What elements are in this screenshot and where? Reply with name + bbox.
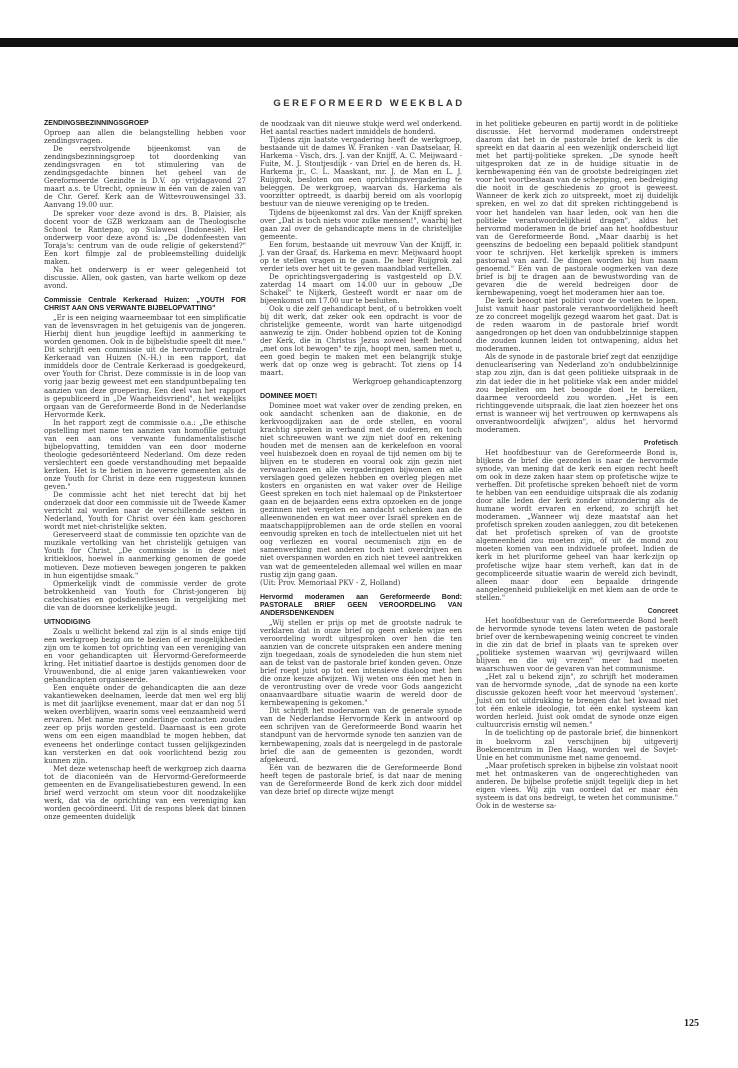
- paragraph: Als de synode in de pastorale brief zegt dat eenzijdige denuclearisering van Nederland zo'n ondubbelzinnige stap zou zijn, dan is dat geen politieke uitspraak in de zin dat ieder die in het politieke vlak een ander middel zou bepleiten om het beoogde doel te bereiken, daarmee veroordeeld zou worden. „Het is een richtinggevende uitspraak, die laat zien hoezeer het ons ernst is wanneer wij het vertrouwen op kernwapens als onverantwoordelijk afwijzen", aldus het hervormd moderamen.: [476, 353, 678, 434]
- heading-dominee-moet: DOMINEE MOET!: [260, 392, 318, 400]
- paragraph: Het hoofdbestuur van de Gereformeerde Bond heeft de hervormde synode tevens laten weten de pastorale brief over de kernbewapening weinig concreet te vinden in die zin dat de brief in plaats van te spreken over „politieke systemen waarvan wij gevrijwaard willen blijven en die wij vrezen" meer had moeten waarschuwen voor de gevaren van het communisme.: [476, 616, 678, 674]
- heading-youth-for-christ: Commissie Centrale Kerkeraad Huizen: „YOUTH FOR CHRIST AAN ONS VERWANTE BIJBELOPVATTING": [44, 296, 246, 313]
- paragraph: Tijdens zijn laatste vergadering heeft de werkgroep, bestaande uit de dames W. Franken - van Daatselaar, H. Harkema - Visch, drs. J. van der Knijff, A. C. Meijwaard - Fuite, M. J. Stoutjesdijk - van Driel en de heren ds. H. Harkema jr., C. L. Maaskant, mr. J. de Man en L. J. Ruijgrok, besloten om een oprichtingsvergadering te beleggen. De werkgroep, waarvan ds. Harkema als voorzitter optreedt, is daarbij bereid om als voorlopig bestuur van de nieuwe vereniging op te treden.: [260, 136, 462, 209]
- heading-zendingsbezinningsgroep: ZENDINGSBEZINNINGSGROEP: [44, 120, 149, 127]
- paragraph: In de toelichting op de pastorale brief, die binnenkort in boekvorm zal verschijnen bij uitgeverij Boekencentrum in Den Haag, worden wel de Sovjet-Unie en het communisme met name genoemd.: [476, 729, 678, 762]
- paragraph: De oprichtingsvergadering is vastgesteld op D.V. zaterdag 14 maart om 14.00 uur in gebouw „De Schakel" te Nijkerk, Gesteeft wordt er naar om de bijeenkomst om 17.00 uur te besluiten.: [260, 272, 462, 306]
- paragraph: „Het zal u bekend zijn", zo schrijft het moderamen van de hervormde synode, „dat de synode na een korte discussie gekozen heeft voor het meervoud 'systemen'. Juist om tot uitdrukking te brengen dat het kwaad niet tot één enkele ideologie, tot één enkel systeem kan worden herleid. Juist ook omdat de synode onze eigen cultuurcrisis ernstig wil nemen.": [476, 673, 678, 730]
- paragraph: de noodzaak van dit nieuwe stukje werd wel onderkend. Het aantal reacties nadert inmiddels de honderd.: [260, 120, 462, 137]
- paragraph: Eén van de bezwaren die de Gereformeerde Bond heeft tegen de pastorale brief, is dat naar de mening van de Gereformeerde Bond de kerk zich door middel van deze brief op directe wijze mengt: [260, 763, 462, 796]
- heading-pastorale-brief: Hervormd moderamen aan Gereformeerde Bond: PASTORALE BRIEF GEEN VEROORDELING VAN ANDERSDENKENDEN: [260, 593, 462, 617]
- page-header: GEREFORMEERD WEEKBLAD: [273, 98, 465, 109]
- paragraph: Dominee moet wat vaker over de zending preken, en ook aandacht schenken aan de diakonie, en de kerkvoogdijzaken aan de orde stellen, en vooral krachtig spreken in verband met de ouderen, en toch niet schreeuwen want we zijn niet doof en rekening houden met de mensen aan de kerkelefoon en vooral veel huisbezoek doen en royaal de tijd nemen om bij te blijven en te studeren en vooral ook zijn gezin niet verwaarlozen en alle vergaderingen bijwonen en alle verslagen goed gelezen hebben en overleg plegen met kosters en organisten en wat vaker over de Heilige Geest spreken en toch niet halemaal op de Pinkstertoer gaan en de bejaarden eens extra opzoeken en de jonge gezinnen niet vergeten en aandacht schenken aan de alleenwonenden en wat meer over Israël spreken en de maatschappijproblemen aan de orde stellen en vooral eenvoudig spreken en toch de intellectuelen niet uit het oog verliezen en vooral oecumenisch zijn en de samenwerking met anderen toch niet overdrijven en niet overspannen worden en zich niet teveel aantrekken van wat de gemeenteleden allemaal wel willen en maar rustig zijn gang gaan.: [260, 401, 462, 579]
- paragraph: Ook u die zelf gehandicapt bent, of u betrokken voelt bij dit werk, dat zeker ook een opdracht is voor de christelijke gemeente, wordt van harte uitgenodigd aanwezig te zijn. Onder hobbend opzien tot de Koning der Kerk, die in Christus Jezus zoveel heeft betoond „met ons lot bewogen" te zijn, hoopt men, samen met u, een goed begin te maken met een belangrijk stukje werk dat op onze weg is gebracht. Tot ziens op 14 maart.: [260, 305, 462, 378]
- page-number: 125: [684, 1018, 699, 1029]
- subheading-concreet: Concreet: [647, 607, 678, 615]
- paragraph: in het politieke gebeuren en partij wordt in de politieke discussie. Het hervormd moderamen onderstreept daarom dat het in de pastorale brief de kerk is die spreekt en dat daarin al een wezenlijk onderscheid ligt met het partij-politieke spreken. „De synode heeft uitgesproken dat ze in de huidige situatie in de kernbewapening één van de grootste bedreigingen ziet voor het voortbestaan van de schepping, een bedreiging die nooit in de geschiedenis zo groot is geweest. Wanneer de kerk zich zo uitspreekt, moet zij duidelijk spreken, en wel zo dat dit spreken richtinggebend is voor het handelen van haar leden, ook van hen die politieke verantwoordelijkheid dragen", aldus het hervormd moderamen in de brief aan het hoofdbestuur van de Gereformeerde Bond. „Maar daarbij is het geenszins de bedoeling een bepaald politiek standpunt voor te schrijven. Het kerkelijk spreken is immers pastoraal van aard. De dingen worden bij hun naam genoemd." Eén van de pastorale oogmerken van deze brief is bij te dragen aan de bewustwording van de gevaren die de wereld bedreigen door de kernbewapening, voegt het moderamen hier aan toe.: [476, 120, 678, 297]
- paragraph: Het hoofdbestuur van de Gereformeerde Bond is, blijkens de brief die gezonden is naar de hervormde synode, van mening dat de kerk een eigen recht heeft om ook in deze zaken haar stem op profetische wijze te verheffen. Dit profetische spreken behoeft niet de vorm te hebben van een eenduidige uitspraak die als zodanig door alle leden der kerk zonder uitzondering als de humane wordt ervaren en erkend, zo schrijft het moderamen. „Wanneer wij deze maatstaf aan het profetisch spreken zouden aanleggen, zou dit betekenen dat het profetisch spreken of van de grootste algemeenheid zou moeten zijn, óf uit de mond zou moeten komen van een individuele profeet. Indien de kerk in het pluriforme geheel van haar kerk-zijn op profetische wijze haar stem verheft, kan dat in de gecompliceerde situatie waarin de wereld zich bevindt, alleen maar door een bepaalde dringende aangelegenheid publiekelijk en met klem aan de orde te stellen.": [476, 448, 678, 602]
- paragraph: Opmerkelijk vindt de commissie verder de grote betrokkenheid van Youth for Christ-jongeren bij catechisaties en godsdienstlessen in vergelijking met die van de doorsnee kerkelijke jeugd.: [44, 579, 246, 612]
- paragraph: „Wij stellen er prijs op met de grootste nadruk te verklaren dat in onze brief op geen enkele wijze een veroordeling wordt uitgesproken over hen die ten aanzien van de concrete uitspraken een andere mening zijn toegedaan, zoals de synodeleden die hun stem niet aan de tekst van de pastorale brief konden geven. Onze brief roept juist op tot een intensieve dialoog met hen die onze keuze afwijzen. Wij weten ons één met hen in de verontrusting over de vrede voor Gods aangezicht onaanvaardbare situatie waarin de wereld door de kernbewapening is gekomen.": [260, 618, 462, 708]
- paragraph: De spreker voor deze avond is drs. B. Plaisier, als docent voor de GZB werkzaam aan de Theologische School te Rantepao, op Sulawesi (Indonesië). Het onderwerp voor deze avond is: „De dodenfeesten van Toraja's: centrum van de oude religie of gekerstend?" Een kort filmpje zal de probleemstelling duidelijk maken.: [44, 209, 246, 266]
- heading-uitnodiging: UITNODIGING: [44, 618, 91, 626]
- column-middle: [260, 120, 462, 796]
- paragraph: In het rapport zegt de commissie o.a.: „De ethische opstelling met name ten aanzien van homofilie getuigt van een aan ons verwante fundamentalistische bijbelopvatting, temidden van een door moderne theologie gedesoriënteerd Nederland. Om deze reden verslechtert een goede verstandhouding met bepaalde kerken. Het is te betien in hoeverre gemeenten als de onze Youth for Christ in deze een ruggesteun kunnen geven.": [44, 418, 246, 492]
- subheading-profetisch: Profetisch: [643, 439, 678, 447]
- paragraph: Dit schrijft het moderamen van de generale synode van de Nederlandse Hervormde Kerk in antwoord op een schrijven van de Gereformeerde Bond waarin het standpunt van de hervormde synode ten aanzien van de kernbewapening, zoals dat is neergelegd in de pastorale brief die aan de gemeenten is gezonden, wordt afgekeurd.: [260, 707, 462, 764]
- paragraph: De kerk beoogt niet politici voor de voeten te lopen. Juist vanuit haar pastorale verantwoordelijkheid heeft ze zo concreet mogelijk gezegd waarom het gaat. Dat is de reden waarom in de pastorale brief wordt aangedrongen op het doen van ondubbelzinnige stappen die zouden kunnen leiden tot ontwapening, aldus het moderamen.: [476, 297, 678, 354]
- paragraph: Een enquête onder de gehandicapten die aan deze vakantieweken deelnamen, leerde dat men wel erg blij is met dit jaarlijkse evenement, maar dat er dan nog 51 weken overblijven, waarin soms veel eenzaamheid werd ervaren. Met name meer onderlinge contacten zouden zeer op prijs worden gesteld. Daarnaast is een grote wens om een eigen maandblad te mogen hebben, dat eveneens het onderlinge contact tussen gelijkgezinden kan versterken en dat ook voorlichtend bezig zou kunnen zijn.: [44, 684, 246, 765]
- paragraph: De commissie acht het niet terecht dat bij het onderzoek dat door een commissie uit de Tweede Kamer verricht zal worden naar de verschillende sekten in Nederland, Youth for Christ over één kam geschoren wordt met niet-christelijke sekten.: [44, 491, 246, 532]
- paragraph: Een forum, bestaande uit mevrouw Van der Knijff, ir. J. van der Graaf, ds. Harkema en mevr. Meijwaard hoopt op te stellen vragen in te gaan. De heer Ruijgrok zal verder iets over het uit te geven maandblad vertellen.: [260, 240, 462, 273]
- paragraph: „Maar profetisch spreken in bijbelse zin volstaat nooit met het ontmaskeren van de ongerechtigheden van anderen. De bijbelse profetie snijdt tegelijk diep in het eigen vlees. Wij zijn van oordeel dat er maar één systeem is dat ons bedreigt, te weten het communisme." Ook in de westerse sa-: [476, 761, 678, 810]
- source-note: (Uit: Prov. Memoriaal PKV - Z, Holland): [260, 578, 401, 587]
- paragraph: Met deze wetenschap heeft de werkgroep zich daarna tot de diaconieën van de Hervormd-Gereformeerde gemeenten en de Evangelisatiebesturen gewend. In een brief werd verzocht om steun voor dit noodzakelijke werk, dat via de oprichting van een vereniging kan worden gecoördineerd. Uit de respons bleek dat binnen onze gemeenten duidelijk: [44, 764, 246, 821]
- signature: Werkgroep gehandicaptenzorg: [352, 377, 462, 386]
- paragraph: Tijdens de bijeenkomst zal drs. Van der Knijff spreken over „Dat is toch niets voor zulke mensen!", waarbij het gaan zal over de gehandicapte mens in de christelijke gemeente.: [260, 208, 462, 241]
- column-right: [476, 120, 678, 810]
- paragraph: Gereserveerd staat de commissie ten opzichte van de muzikale vertolking van het christelijk getuigen van Youth for Christ. „De commissie is in deze niet kritiekloos, hoewel in aanmerking genomen de goede motieven. Deze motieven bewegen jongeren te pakken in hun eigentijdse smaak.": [44, 531, 246, 580]
- paragraph: De eerstvolgende bijeenkomst van de zendingsbezinningsgroep tot doordenking van zendingsvragen en tot stimulering van de zendingsgedachte binnen het geheel van de Gereformeerde Gezindte is D.V. op vrijdagavond 27 maart a.s. te Utrecht, opnieuw in één van de zalen van de Chr. Geref. Kerk aan de Wittevrouwensingel 33. Aanvang 19.00 uur.: [44, 145, 246, 210]
- top-scan-bar: [0, 38, 738, 47]
- paragraph: „Er is een neiging waarneembaar tot een simplificatie van de levensvragen in het getuigenis van de jongeren. Hierbij dient hun jeugdige leeftijd in aanmerking te worden genomen. Ook in de bijbelstudie speelt dit mee." Dit schrijft een commissie uit de hervormde Centrale Kerkeraad van Huizen (N.-H.) in een rapport, dat inmiddels door de Centrale Kerkeraad is goedgekeurd, over Youth for Christ. Deze commissie is in de loop van vorig jaar bezig geweest met een standpuntbepaling ten aanzien van deze groepering. Een deel van het rapport is gepubliceerd in „De Waarheidsvriend", het wekelijks orgaan van de Gereformeerde Bond in de Nederlandse Hervormde Kerk.: [44, 314, 246, 419]
- column-left: [44, 120, 246, 821]
- paragraph: Zoals u wellicht bekend zal zijn is al sinds enige tijd een werkgroep bezig om te bezien of er mogelijkheden zijn om te komen tot oprichting van een vereniging van en voor gehandicapten uit Hervormd-Gereformeerde kring. Het initiatief daartoe is destijds genomen door de Vrouwenbond, die al enige jaren vakantieweken voor gehandicapten organiseerde.: [44, 627, 246, 685]
- paragraph: Na het onderwerp is er weer gelegenheid tot discussie. Allen, ook gasten, van harte welkom op deze avond.: [44, 265, 246, 290]
- paragraph: Oproep aan allen die belangstelling hebben voor zendingsvragen.: [44, 129, 246, 146]
